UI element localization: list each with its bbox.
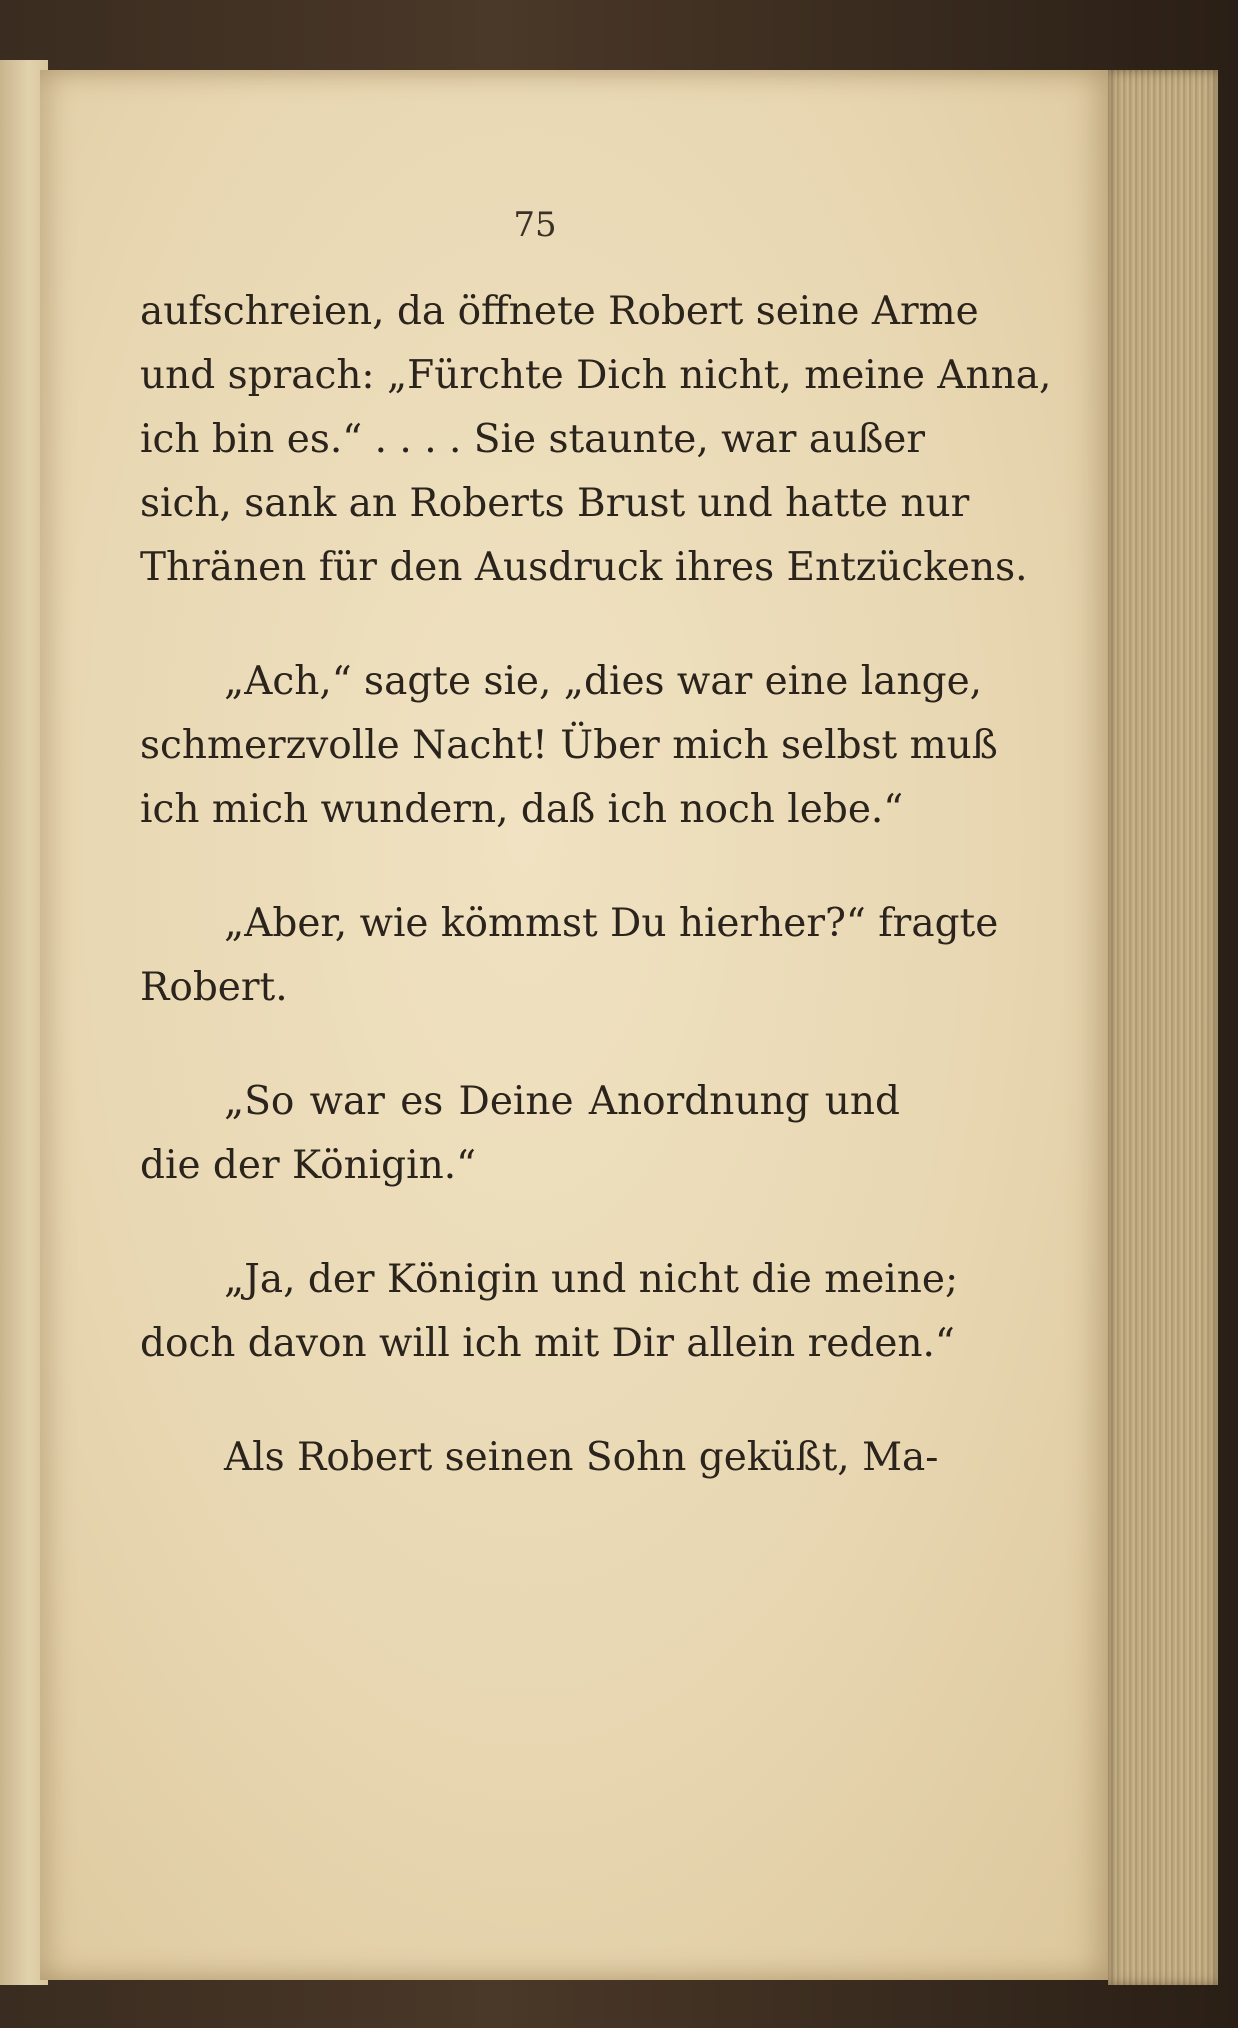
text-line: die der Königin.“ <box>140 1143 477 1188</box>
paragraph <box>140 1426 939 1490</box>
text-line: sich, sank an Roberts Brust und hatte nur <box>140 481 970 526</box>
paragraph <box>140 650 998 842</box>
body-text <box>140 280 1052 1540</box>
text-line: aufschreien, da öffnete Robert seine Arme <box>140 289 979 334</box>
text-line: Robert. <box>140 965 288 1010</box>
text-line: doch davon will ich mit Dir allein reden.“ <box>140 1321 955 1366</box>
text-line: „Aber, wie kömmst Du hierher?“ fragte <box>224 901 999 946</box>
text-line: ich bin es.“ . . . . Sie staunte, war außer <box>140 417 925 462</box>
text-line: schmerzvolle Nacht! Über mich selbst muß <box>140 723 998 768</box>
page-number: 75 <box>513 205 557 245</box>
text-line: ich mich wundern, daß ich noch lebe.“ <box>140 787 904 832</box>
paragraph <box>140 892 999 1020</box>
text-line: Als Robert seinen Sohn geküßt, Ma- <box>224 1435 939 1480</box>
paragraph <box>140 1248 959 1376</box>
text-line: Thränen für den Ausdruck ihres Entzückens. <box>140 545 1028 590</box>
text-line: „Ach,“ sagte sie, „dies war eine lange, <box>224 659 983 704</box>
page-stack-edge <box>1108 70 1218 1985</box>
paragraph <box>140 280 1052 600</box>
text-line: und sprach: „Fürchte Dich nicht, meine Anna, <box>140 353 1052 398</box>
paragraph <box>140 1070 900 1198</box>
text-line: „So war es Deine Anordnung und <box>224 1079 900 1124</box>
text-line: „Ja, der Königin und nicht die meine; <box>224 1257 959 1302</box>
